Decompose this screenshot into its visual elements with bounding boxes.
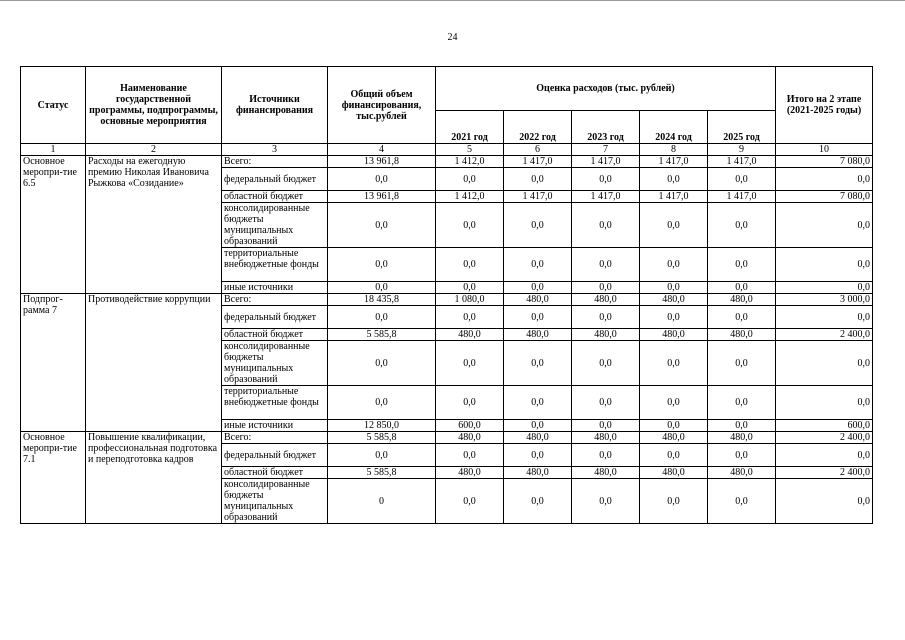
amount-value: 480,0 xyxy=(640,329,708,341)
amount-value: 1 417,0 xyxy=(640,191,708,203)
amount-value: 0,0 xyxy=(572,341,640,386)
section-name: Противодействие коррупции xyxy=(86,294,222,432)
column-number-row xyxy=(21,144,873,156)
amount-value: 0,0 xyxy=(436,203,504,248)
column-number: 2 xyxy=(86,144,222,156)
header-name: Наименование государственной программы, подпрограммы, основные мероприятия xyxy=(86,67,222,144)
amount-value: 0,0 xyxy=(504,420,572,432)
amount-value: 0,0 xyxy=(572,420,640,432)
funding-source: областной бюджет xyxy=(222,191,328,203)
amount-value: 480,0 xyxy=(572,329,640,341)
amount-value: 480,0 xyxy=(708,467,776,479)
amount-value: 0,0 xyxy=(328,282,436,294)
amount-value: 1 417,0 xyxy=(640,156,708,168)
amount-value: 0,0 xyxy=(436,168,504,191)
stage-total-value: 0,0 xyxy=(776,168,873,191)
funding-source: областной бюджет xyxy=(222,329,328,341)
amount-value: 1 412,0 xyxy=(436,191,504,203)
amount-value: 0,0 xyxy=(708,420,776,432)
amount-value: 0,0 xyxy=(436,306,504,329)
stage-total-value: 0,0 xyxy=(776,386,873,420)
column-number: 5 xyxy=(436,144,504,156)
header-year-2021: 2021 год xyxy=(436,111,504,144)
amount-value: 0,0 xyxy=(708,479,776,524)
funding-source: территориальные внебюджетные фонды xyxy=(222,386,328,420)
funding-source: консолидированные бюджеты муниципальных образований xyxy=(222,479,328,524)
amount-value: 1 417,0 xyxy=(572,156,640,168)
amount-value: 0,0 xyxy=(328,203,436,248)
funding-source: иные источники xyxy=(222,420,328,432)
page-top-rule xyxy=(0,0,905,3)
header-estimate: Оценка расходов (тыс. рублей) xyxy=(436,67,776,111)
amount-value: 480,0 xyxy=(640,294,708,306)
stage-total-value: 0,0 xyxy=(776,282,873,294)
amount-value: 0,0 xyxy=(328,341,436,386)
amount-value: 0,0 xyxy=(436,444,504,467)
amount-value: 0,0 xyxy=(504,479,572,524)
amount-value: 1 417,0 xyxy=(708,156,776,168)
header-status: Статус xyxy=(21,67,86,144)
amount-value: 0 xyxy=(328,479,436,524)
section-name: Повышение квалификации, профессиональная подготовка и переподготовка кадров xyxy=(86,432,222,524)
column-number: 8 xyxy=(640,144,708,156)
amount-value: 0,0 xyxy=(436,341,504,386)
amount-value: 0,0 xyxy=(572,282,640,294)
funding-source: Всего: xyxy=(222,294,328,306)
amount-value: 480,0 xyxy=(504,432,572,444)
stage-total-value: 0,0 xyxy=(776,341,873,386)
amount-value: 0,0 xyxy=(640,341,708,386)
amount-value: 1 417,0 xyxy=(504,156,572,168)
amount-value: 0,0 xyxy=(504,306,572,329)
amount-value: 480,0 xyxy=(572,294,640,306)
amount-value: 1 417,0 xyxy=(572,191,640,203)
page-number: 24 xyxy=(447,32,458,43)
amount-value: 13 961,8 xyxy=(328,156,436,168)
amount-value: 600,0 xyxy=(436,420,504,432)
amount-value: 0,0 xyxy=(708,168,776,191)
stage-total-value: 7 080,0 xyxy=(776,156,873,168)
amount-value: 0,0 xyxy=(328,444,436,467)
stage-total-value: 3 000,0 xyxy=(776,294,873,306)
stage-total-value: 0,0 xyxy=(776,203,873,248)
amount-value: 5 585,8 xyxy=(328,329,436,341)
amount-value: 480,0 xyxy=(504,467,572,479)
amount-value: 0,0 xyxy=(436,386,504,420)
funding-source: иные источники xyxy=(222,282,328,294)
amount-value: 0,0 xyxy=(572,479,640,524)
amount-value: 0,0 xyxy=(708,341,776,386)
stage-total-value: 0,0 xyxy=(776,479,873,524)
amount-value: 0,0 xyxy=(640,203,708,248)
column-number: 6 xyxy=(504,144,572,156)
header-year-2023: 2023 год xyxy=(572,111,640,144)
header-total-volume: Общий объем финансирования, тыс.рублей xyxy=(328,67,436,144)
amount-value: 480,0 xyxy=(572,432,640,444)
funding-source: федеральный бюджет xyxy=(222,444,328,467)
section-status: Подпрог-рамма 7 xyxy=(21,294,86,432)
amount-value: 0,0 xyxy=(640,386,708,420)
stage-total-value: 2 400,0 xyxy=(776,329,873,341)
header-stage-total: Итого на 2 этапе (2021-2025 годы) xyxy=(776,67,873,144)
amount-value: 0,0 xyxy=(504,282,572,294)
amount-value: 0,0 xyxy=(436,248,504,282)
amount-value: 480,0 xyxy=(436,329,504,341)
amount-value: 0,0 xyxy=(504,248,572,282)
amount-value: 0,0 xyxy=(572,306,640,329)
amount-value: 12 850,0 xyxy=(328,420,436,432)
amount-value: 480,0 xyxy=(504,329,572,341)
column-number: 4 xyxy=(328,144,436,156)
amount-value: 0,0 xyxy=(572,444,640,467)
column-number: 10 xyxy=(776,144,873,156)
amount-value: 0,0 xyxy=(328,168,436,191)
stage-total-value: 2 400,0 xyxy=(776,432,873,444)
amount-value: 480,0 xyxy=(640,432,708,444)
amount-value: 480,0 xyxy=(640,467,708,479)
amount-value: 0,0 xyxy=(640,420,708,432)
amount-value: 0,0 xyxy=(572,248,640,282)
amount-value: 480,0 xyxy=(708,294,776,306)
amount-value: 0,0 xyxy=(328,386,436,420)
amount-value: 480,0 xyxy=(436,432,504,444)
funding-source: федеральный бюджет xyxy=(222,168,328,191)
amount-value: 0,0 xyxy=(640,282,708,294)
amount-value: 13 961,8 xyxy=(328,191,436,203)
amount-value: 0,0 xyxy=(640,168,708,191)
amount-value: 0,0 xyxy=(708,306,776,329)
column-number: 7 xyxy=(572,144,640,156)
amount-value: 5 585,8 xyxy=(328,467,436,479)
amount-value: 0,0 xyxy=(504,203,572,248)
amount-value: 480,0 xyxy=(436,467,504,479)
stage-total-value: 0,0 xyxy=(776,248,873,282)
amount-value: 0,0 xyxy=(436,479,504,524)
amount-value: 480,0 xyxy=(708,329,776,341)
header-year-2025: 2025 год xyxy=(708,111,776,144)
header-year-2024: 2024 год xyxy=(640,111,708,144)
amount-value: 0,0 xyxy=(708,386,776,420)
table-row xyxy=(21,156,873,168)
amount-value: 0,0 xyxy=(328,306,436,329)
section-name: Расходы на ежегодную премию Николая Ивановича Рыжкова «Созидание» xyxy=(86,156,222,294)
amount-value: 0,0 xyxy=(708,203,776,248)
amount-value: 18 435,8 xyxy=(328,294,436,306)
amount-value: 0,0 xyxy=(572,168,640,191)
amount-value: 1 080,0 xyxy=(436,294,504,306)
stage-total-value: 600,0 xyxy=(776,420,873,432)
funding-source: территориальные внебюджетные фонды xyxy=(222,248,328,282)
column-number: 3 xyxy=(222,144,328,156)
section-status: Основное меропри-тие 6.5 xyxy=(21,156,86,294)
funding-source: областной бюджет xyxy=(222,467,328,479)
stage-total-value: 7 080,0 xyxy=(776,191,873,203)
amount-value: 0,0 xyxy=(708,282,776,294)
budget-table xyxy=(20,66,873,524)
funding-source: Всего: xyxy=(222,432,328,444)
amount-value: 0,0 xyxy=(504,341,572,386)
funding-source: федеральный бюджет xyxy=(222,306,328,329)
funding-source: Всего: xyxy=(222,156,328,168)
amount-value: 0,0 xyxy=(504,386,572,420)
amount-value: 0,0 xyxy=(572,203,640,248)
amount-value: 480,0 xyxy=(572,467,640,479)
table-row xyxy=(21,294,873,306)
amount-value: 1 412,0 xyxy=(436,156,504,168)
amount-value: 0,0 xyxy=(708,444,776,467)
amount-value: 0,0 xyxy=(504,444,572,467)
stage-total-value: 0,0 xyxy=(776,306,873,329)
stage-total-value: 2 400,0 xyxy=(776,467,873,479)
amount-value: 0,0 xyxy=(572,386,640,420)
amount-value: 5 585,8 xyxy=(328,432,436,444)
funding-source: консолидированные бюджеты муниципальных образований xyxy=(222,341,328,386)
amount-value: 1 417,0 xyxy=(504,191,572,203)
amount-value: 0,0 xyxy=(640,248,708,282)
funding-source: консолидированные бюджеты муниципальных образований xyxy=(222,203,328,248)
amount-value: 1 417,0 xyxy=(708,191,776,203)
amount-value: 0,0 xyxy=(640,306,708,329)
amount-value: 0,0 xyxy=(640,444,708,467)
amount-value: 0,0 xyxy=(504,168,572,191)
header-sources: Источники финансирования xyxy=(222,67,328,144)
header-year-2022: 2022 год xyxy=(504,111,572,144)
column-number: 1 xyxy=(21,144,86,156)
amount-value: 480,0 xyxy=(708,432,776,444)
amount-value: 480,0 xyxy=(504,294,572,306)
amount-value: 0,0 xyxy=(436,282,504,294)
column-number: 9 xyxy=(708,144,776,156)
amount-value: 0,0 xyxy=(640,479,708,524)
amount-value: 0,0 xyxy=(328,248,436,282)
stage-total-value: 0,0 xyxy=(776,444,873,467)
amount-value: 0,0 xyxy=(708,248,776,282)
section-status: Основное меропри-тие 7.1 xyxy=(21,432,86,524)
table-row xyxy=(21,432,873,444)
